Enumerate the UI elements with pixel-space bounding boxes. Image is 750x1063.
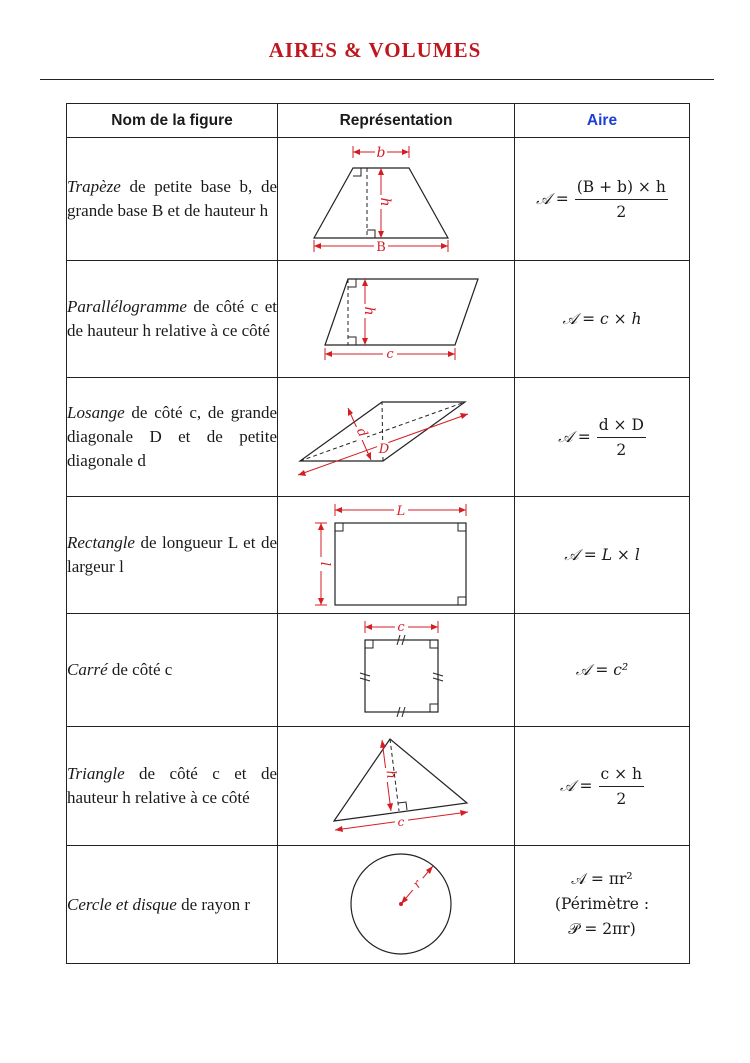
header-name: Nom de la figure <box>67 104 278 138</box>
formula-lhs: 𝒜 = <box>536 189 569 208</box>
title-rule <box>40 79 714 80</box>
label-b: b <box>376 145 386 161</box>
label-L: L <box>396 504 406 519</box>
table-row-triangle <box>67 727 690 846</box>
figure-representation <box>278 727 515 846</box>
figure-description <box>67 846 278 964</box>
figure-description <box>67 138 278 261</box>
area-formula <box>515 727 690 846</box>
figure-description-text: de petite base b, de grande base B et de hauteur h <box>67 177 277 220</box>
table-row-losange <box>67 378 690 497</box>
figure-representation <box>278 846 515 964</box>
figure-description-text: de longueur L et de largeur l <box>67 533 277 576</box>
formula-perimeter-label: (Périmètre : <box>554 895 650 913</box>
formula-numerator: (B + b) × h <box>575 178 668 200</box>
figure-representation <box>278 614 515 727</box>
formula-text: 𝒜 = c × h <box>562 309 642 328</box>
square-drawing <box>278 614 515 726</box>
figure-representation <box>278 497 515 614</box>
header-representation: Représentation <box>278 104 515 138</box>
rectangle-drawing <box>278 497 515 613</box>
page-title: AIRES & VOLUMES <box>268 38 482 62</box>
figures-table <box>66 103 690 964</box>
label-c: c <box>386 347 394 362</box>
figure-name: Rectangle <box>67 533 135 552</box>
formula-denominator: 2 <box>616 789 627 808</box>
area-formula <box>515 138 690 261</box>
formula-denominator: 2 <box>616 202 627 221</box>
losange-drawing <box>278 378 515 496</box>
area-formula <box>515 497 690 614</box>
formula-fraction <box>575 178 668 221</box>
figure-description-text: de côté c et de hauteur h relative à ce côté <box>67 764 277 807</box>
figure-description <box>67 378 278 497</box>
figure-description <box>67 261 278 378</box>
table-row-rectangle <box>67 497 690 614</box>
table-row-parallelogram <box>67 261 690 378</box>
figure-description-text: de côté c, de grande diagonale D et de petite diagonale d <box>67 403 277 470</box>
formula-denominator: 2 <box>616 440 627 459</box>
triangle-drawing <box>278 727 515 845</box>
area-formula <box>515 846 690 964</box>
label-c: c <box>397 815 405 829</box>
formula-text: 𝒜 = L × l <box>564 545 640 564</box>
table-row-trapeze <box>67 138 690 261</box>
table-header-row <box>67 104 690 138</box>
figure-description <box>67 497 278 614</box>
label-d: d <box>352 425 371 440</box>
parallelogram-drawing <box>278 261 515 377</box>
figure-name: Carré <box>67 660 108 679</box>
label-B: B <box>376 240 386 255</box>
formula-text: 𝒜 = c² <box>575 660 629 679</box>
circle-drawing <box>278 846 515 963</box>
figure-description-text: de côté c <box>107 660 173 679</box>
header-area: Aire <box>515 104 690 138</box>
figure-description <box>67 614 278 727</box>
label-l: l <box>317 561 332 567</box>
figure-name: Parallélogramme <box>67 297 187 316</box>
figure-name: Triangle <box>67 764 125 783</box>
area-formula <box>515 378 690 497</box>
figure-name: Losange <box>67 403 125 422</box>
formula-perimeter: 𝒫 = 2πr) <box>568 920 636 938</box>
trapeze-drawing <box>278 138 515 260</box>
label-h: h <box>377 197 393 207</box>
area-formula <box>515 614 690 727</box>
table-row-cercle <box>67 846 690 964</box>
label-h: h <box>361 306 377 316</box>
formula-numerator: d × D <box>597 416 646 438</box>
label-h: h <box>382 769 399 780</box>
formula-lhs: 𝒜 = <box>558 427 591 446</box>
figure-description-text: de côté c et de hauteur h relative à ce côté <box>67 297 277 340</box>
table-row-carre <box>67 614 690 727</box>
formula-numerator: c × h <box>599 765 645 787</box>
label-D: D <box>378 442 390 457</box>
figure-representation <box>278 138 515 261</box>
label-c: c <box>397 620 405 635</box>
formula-fraction <box>599 765 645 808</box>
label-r: r <box>409 877 425 891</box>
figure-representation <box>278 378 515 497</box>
figure-representation <box>278 261 515 378</box>
circle-formula <box>515 867 689 942</box>
area-formula <box>515 261 690 378</box>
figure-description-text: de rayon r <box>176 894 251 914</box>
formula-fraction <box>597 416 646 459</box>
formula-area: 𝒜 = πr² <box>571 870 633 888</box>
figure-name: Trapèze <box>67 177 121 196</box>
figure-description <box>67 727 278 846</box>
figure-name: Cercle et disque <box>67 894 177 914</box>
formula-lhs: 𝒜 = <box>559 776 593 795</box>
